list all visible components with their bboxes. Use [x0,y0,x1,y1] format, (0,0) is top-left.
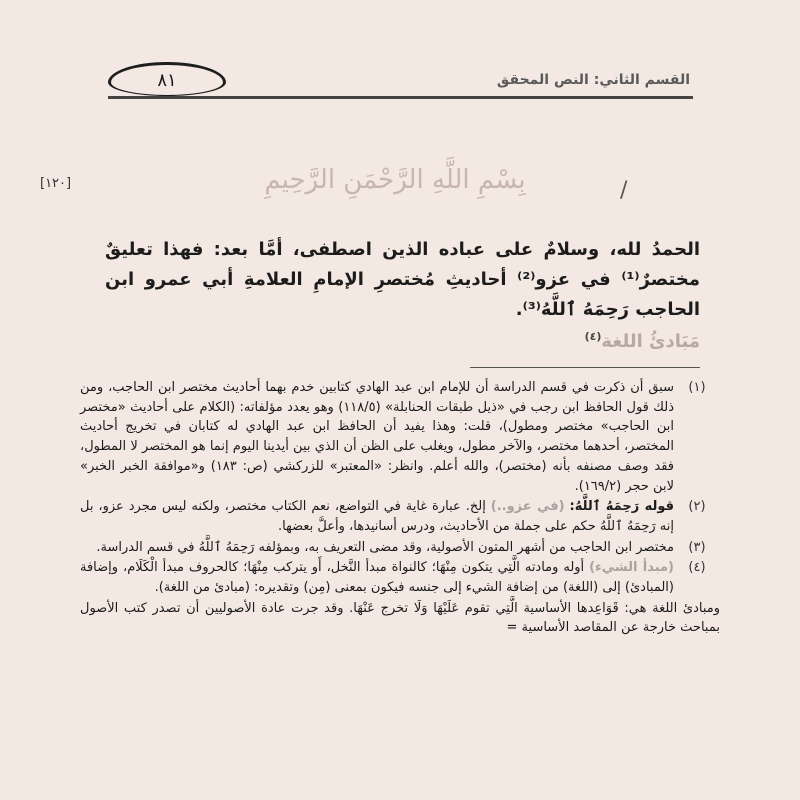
footnote [80,558,720,597]
footnote-text: سبق أن ذكرت في قسم الدراسة أن للإمام ابن عبد الهادي كتابين خدم بهما أحاديث مختصر ابن الحاجب، ومن ذلك قول الحافظ ابن رجب في «ذيل طبقات الحنابلة» (١١٨/٥) وهو يعدد مؤلفاته: (الكلام على أحاديث «مختصر ابن الحاجب» مختصر ومطول)، قلت: وهذا يفيد أن الحافظ ابن عبد الهادي له كتابان في تخريج أحاديث المختصر، أحدهما مختصر، والآخر مطول، ويغلب على الظن أن الذي بين أيدينا اليوم إنما هو المختصر لا المطول، فقد وصف مصنفه بأنه (مختصر)، والله أعلم. وانظر: «المعتبر» للزركشي (ص: ١٨٣) و«موافقة الخبر الخبر» لابن حجر (١٦٩/٢). [80,380,674,494]
footnote-number: (٢) [688,499,706,515]
section-title: القسم الثاني: النص المحقق [496,72,690,88]
section-subheading [585,330,700,352]
footnote-number: (٣) [688,539,706,555]
subheading-text: مَبَادئُ اللغة [601,331,700,352]
footnote-quote: (مبدأ الشيء) [589,560,674,576]
footnote-text: إلخ. عبارة غاية في التواضع، نعم الكتاب مختصر، ولكنه ليس مجرد عزو، بل إنه رَحِمَهُ ٱللَّهُ حكم على جملة من الأحاديث، ودرس أسانيدها، وأعلَّ بعضها. [80,499,674,534]
footnote-number: (١) [688,380,706,395]
footnote [80,378,720,496]
footnote-continuation: ومبادئ اللغة هي: قَوَاعِدها الأساسية الَّتِي تقوم عَلَيْهَا وَلَا تخرج عَنْهَا. وقد جرت عادة الأصوليين أن تصدر كتب الأصول بمباحث خارجة عن المقاصد الأساسية = [80,600,720,636]
footnote-number: (٤) [688,560,706,576]
basmala: بِسْمِ اللَّهِ الرَّحْمَنِ الرَّحِيمِ [264,165,526,195]
footnotes [80,378,720,638]
footnote-body [80,497,674,536]
footnote-body [80,558,674,597]
footnote-text: مختصر ابن الحاجب من أشهر المتون الأصولية، وقد مضى التعريف به، وبمؤلفه رَحِمَهُ ٱللَّهُ في قسم الدراسة. [96,539,674,555]
footnote [80,497,720,536]
footnote-divider [470,367,700,368]
margin-reference: [١٢٠] [40,176,72,191]
page-number-badge [108,62,226,96]
footnote-quote: (في عزو..) [490,499,565,515]
main-paragraph-text: الحمدُ لله، وسلامٌ على عباده الذين اصطفى، أمَّا بعد: فهذا تعليقٌ مختصرٌ⁽¹⁾ في عزو⁽²⁾ أحاديثِ مُختصرِ الإمامِ العلامةِ أبي عمرو ابن الحاجب رَحِمَهُ ٱللَّهُ⁽³⁾. [105,239,700,320]
footnote-lead: قوله رَحِمَهُ ٱللَّهُ: [569,499,674,515]
header-divider [108,96,693,99]
footnote-text: أوله ومادته الَّتِي يتكون مِنْهَا؛ كالنواة مبدأ النَّخل، أَو يتركب مِنْهَا؛ كالحروف مبدأ الْكَلَام، وإضافة (المبادئ) إلى (اللغة) من إضافة الشيء إلى جنسه فيكون بمعنى (مِن) وتقديره: (مبادئ من اللغة). [80,560,674,596]
main-paragraph [105,235,700,325]
margin-mark: / [620,178,628,203]
subheading-note-ref: (٤) [584,330,602,343]
page-number: ٨١ [157,69,177,91]
footnote [80,538,720,558]
